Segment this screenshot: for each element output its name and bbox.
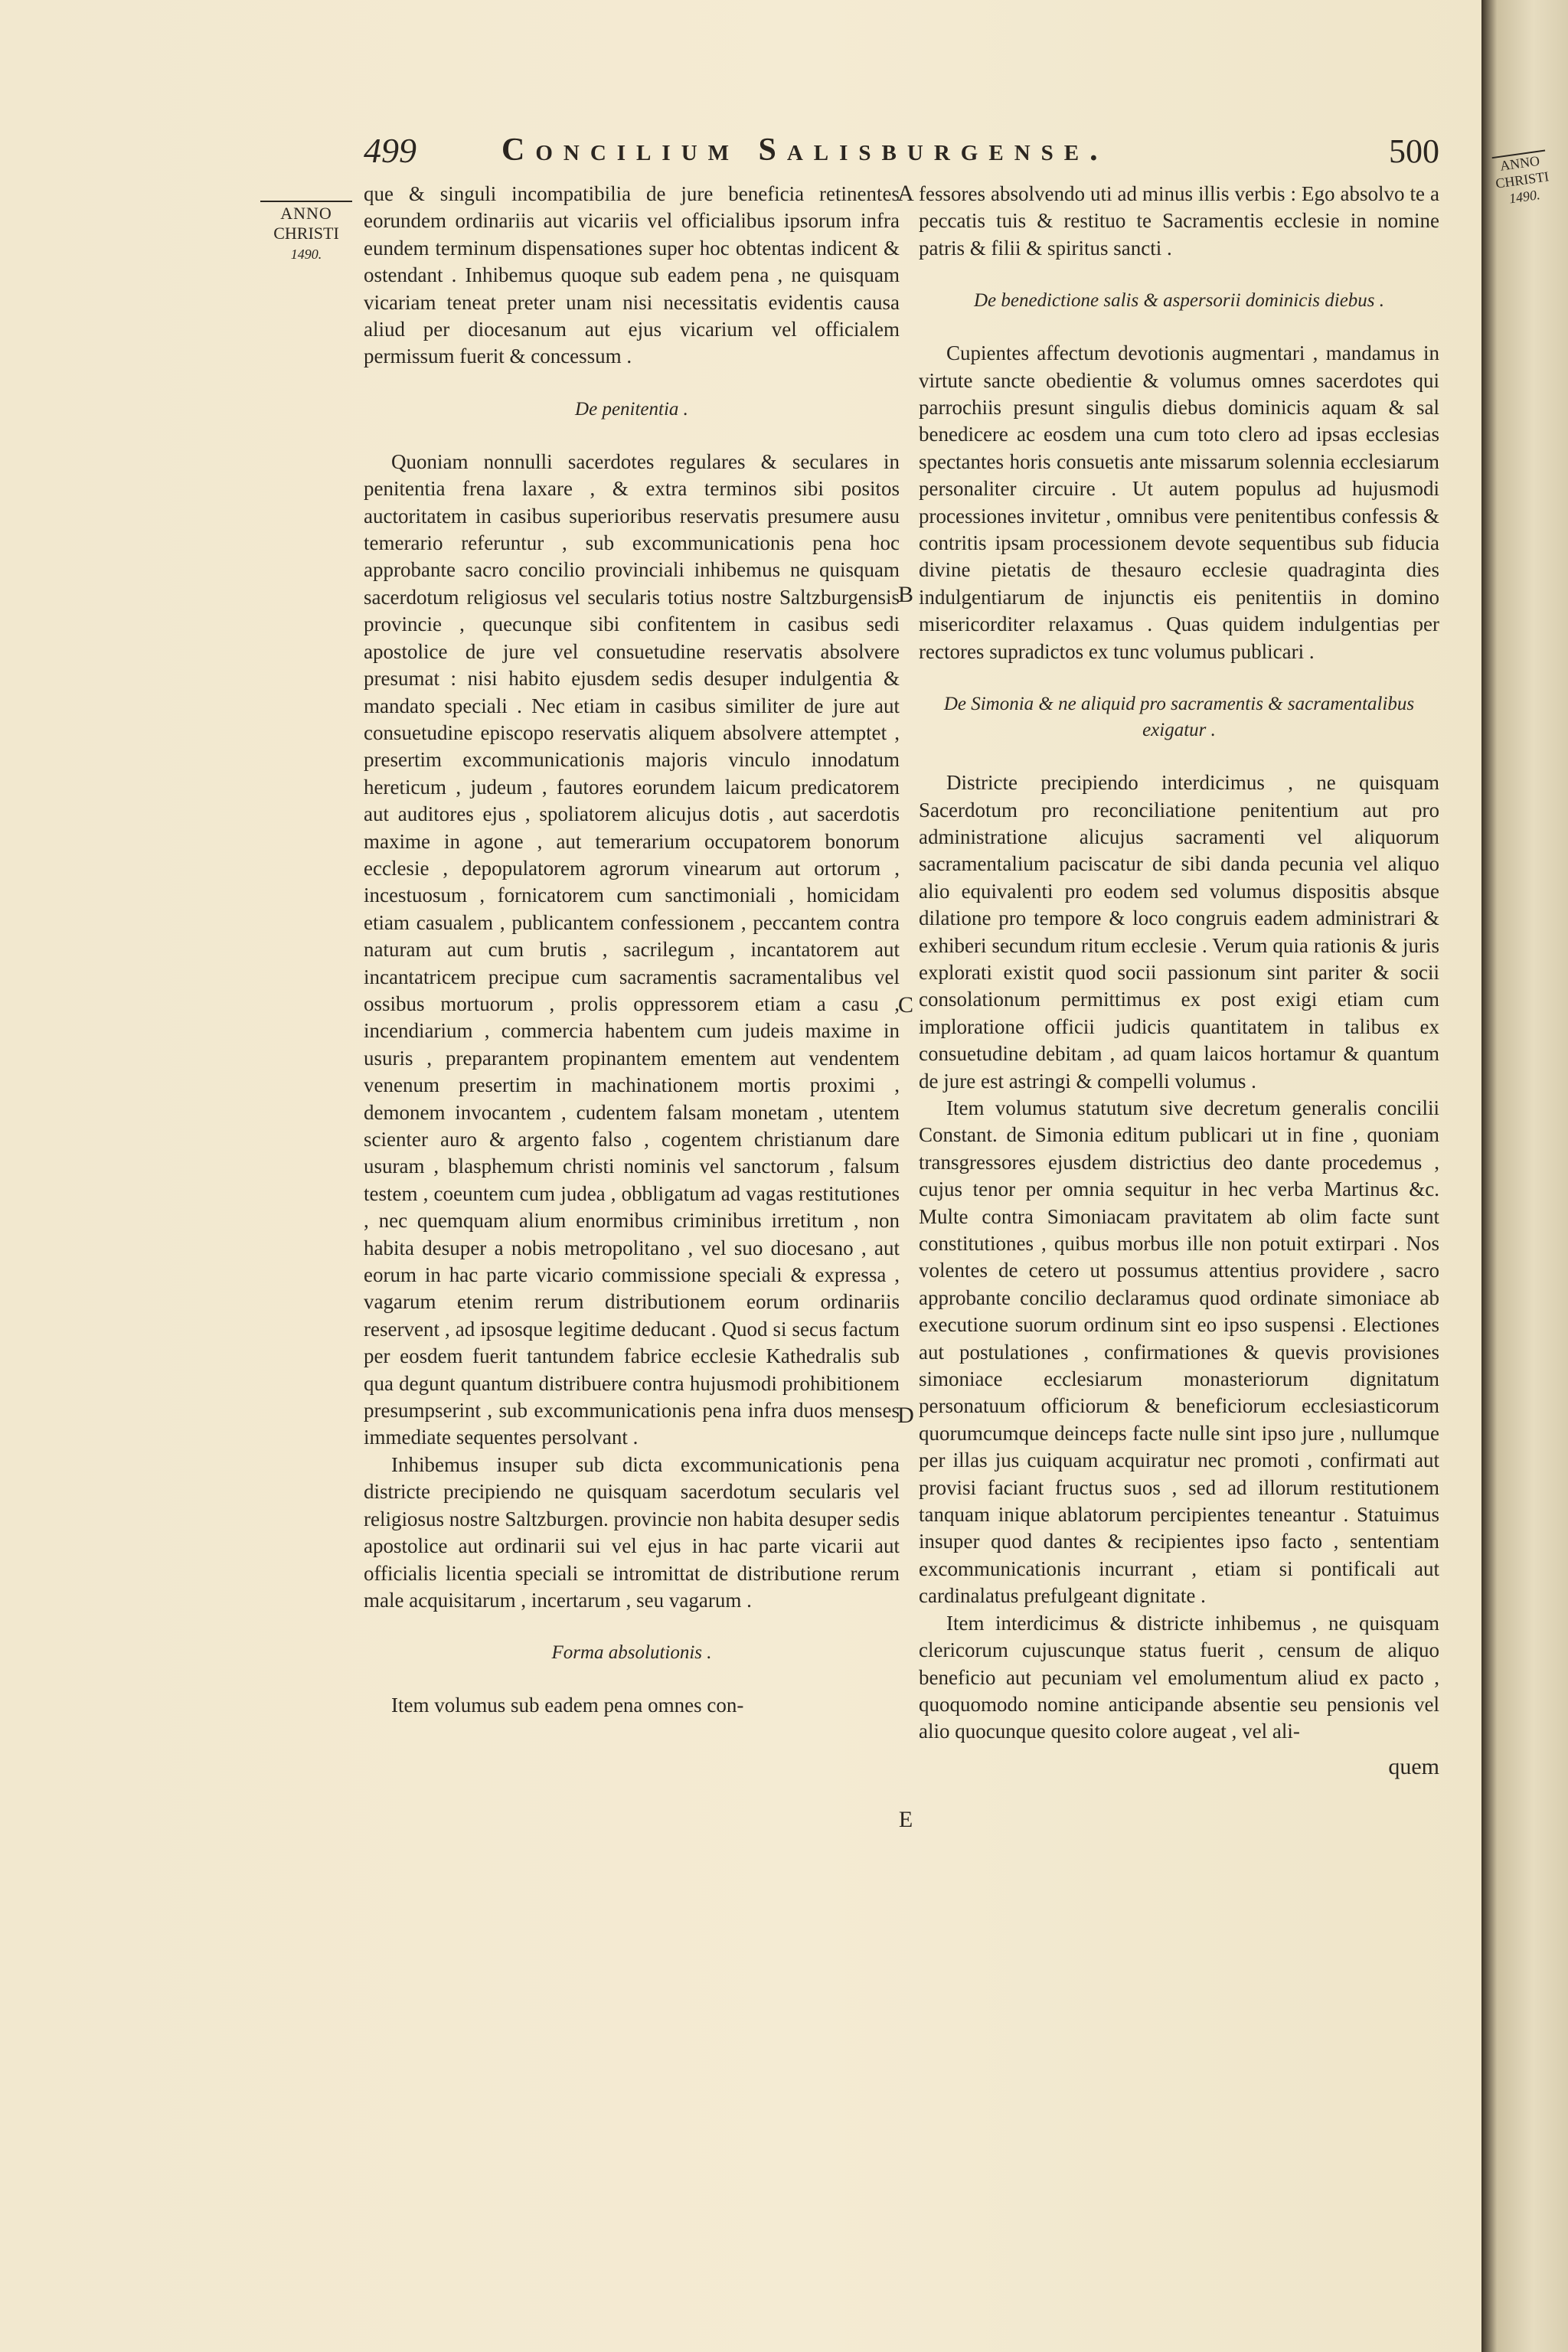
paragraph: Item volumus sub eadem pena omnes con- bbox=[391, 1694, 744, 1717]
paragraph: que & singuli incompatibilia de jure beneficia retinentes eorundem ordinariis aut vicariis vel officialibus ipsorum infra eundem terminum dispensationes super hoc obtentas indicent & ostendant . Inhibemus quoque sub eadem pena , ne quisquam vicariam teneat preter unam nisi necessitatis evidentis causa aliud per diocesanum aut ejus vicarium vel officialem permissum fuerit & concessum . bbox=[364, 182, 900, 368]
section-letter-a: A bbox=[897, 181, 914, 206]
page-number-right: 500 bbox=[1389, 132, 1439, 170]
margin-year: 1490. bbox=[290, 247, 322, 262]
section-heading: De Simonia & ne aliquid pro sacramentis & sacramentalibus exigatur . bbox=[943, 694, 1415, 741]
section-letter-d: D bbox=[897, 1403, 914, 1428]
running-title: Concilium Salisburgense. bbox=[501, 132, 1109, 168]
section-letter-c: C bbox=[897, 992, 913, 1018]
section-letter-e: E bbox=[898, 1807, 913, 1832]
adjacent-margin-note bbox=[1492, 149, 1553, 208]
paragraph: Quoniam nonnulli sacerdotes regulares & seculares in penitentia frena laxare , & extra terminos sibi positos auctoritatem in casibus superioribus reservatis presumere ausu temerario referuntur , sub excommunicationis pena hoc approbante sacro concilio provinciali inhibemus ne quisquam sacerdotum religiosus vel secularis totius nostre Saltzburgensis provincie , quecunque sibi confitentem in casibus sedi apostolice de jure vel consuetudine reservatis absolvere presumat : nisi habito ejusdem sedis desuper indulgentia & mandato speciali . Nec etiam in casibus similiter de jure aut consuetudine episcopo reservatis aliquem absolvere attemptet , presertim excommunicationis majoris vinculo innodatum hereticum , judeum , fautores eorundem laicum predicatorem aut auditores ejus , spoliatorem alicujus dotis , aut sacerdotis maxime in agone , aut temerarium occupatorem bonorum ecclesie , depopulatorem agrorum vinearum aut ortorum , incestuosum , fornicatorem cum sanctimoniali , homicidam etiam casualem , publicantem confessionem , peccantem contra naturam aut cum brutis , sacrilegum , incantatorem aut incantatricem precipue cum sacramentis sacramentalibus vel ossibus mortuorum , prolis oppressorem etiam a casu , incendiarium , commercia habentem cum judeis maxime in usuris , preparantem propinantem ementem aut vendentem venenum presertim in machinationem mortis proximi , demonem invocantem , cudentem falsam monetam , utentem scienter auro & argento falso , cogentem christianum dare usuram , blasphemum christi nominis vel sanctorum , falsum testem , coeuntem cum judea , obbligatum ad vagas restitutiones , nec quemquam alium enormibus criminibus irretitum , non habita desuper a nobis metropolitano , vel suo diocesano , aut eorum in hac parte vicario commissione speciali & expressa , vagarum etenim rerum distributionem eorum ordinariis reservent , ad ipsosque legitime deducant . Quod si secus factum per eosdem fuerit tantundem fabrice ecclesie Kathedralis sub qua degunt quantum distribuere contra hujusmodi prohibitionem presumpserint , sub excommunicationis pena infra duos menses immediate sequentes persolvant . bbox=[364, 449, 900, 1449]
paragraph: Districte precipiendo interdicimus , ne quisquam Sacerdotum pro reconciliatione penitentium aut pro administratione alicujus sacramenti vel aliquorum sacramentalium paciscatur de sibi danda pecunia vel aliquo alio equivalenti pro eodem sed volumus dispositis absque dilatione pro tempore & loco congruis eadem administrari & exhiberi secundum ritum ecclesie . Verum quia rationis & juris explorati existit quod socii passionum sint pariter & socii consolationum permittimus ex post exigi etiam cum imploratione officii judicis quantitatem in talibus ex consuetudine debitam , ad quam laicos hortamur & quantum de jure est astringi & compelli volumus . bbox=[919, 771, 1439, 1093]
right-column bbox=[919, 181, 1439, 1780]
section-letter-b: B bbox=[897, 582, 913, 607]
page-number-left: 499 bbox=[364, 131, 416, 170]
section-heading: De benedictione salis & aspersorii dominicis diebus . bbox=[973, 290, 1385, 312]
paragraph: Cupientes affectum devotionis augmentari , mandamus in virtute sancte obedientie & volumus omnes sacerdotes qui parrochiis presunt singulis diebus dominicis aquam & sal benedicere ac eosdem una cum toto clero ad ipsas ecclesias spectantes horis consuetis ante missarum solennia ecclesiarum personaliter circuire . Ut autem populus ad hujusmodi processiones invitetur , omnibus vere penitentibus confessis & contritis ipsam processionem devote sequentibus sub fiducia divine pietatis de thesauro ecclesie quadraginta dies indulgentiarum de injunctis eis penitentiis in domino misericorditer relaxamus . Quas quidem indulgentias per rectores supradictos ex tunc volumus publicari . bbox=[919, 341, 1439, 663]
margin-year-note bbox=[260, 201, 352, 264]
adjacent-anno: ANNO bbox=[1492, 149, 1548, 175]
running-header bbox=[364, 129, 1439, 175]
paragraph: Inhibemus insuper sub dicta excommunicationis pena districte precipiendo ne quisquam sacerdotum secularis vel religiosus nostre Saltzburgen. provincie non habita desuper sedis apostolice aut ordinarii sui vel ejus in hac parte vicarii aut officialis licentia speciali se intromittat de distributione rerum male acquisitarum , incertarum , seu vagarum . bbox=[364, 1452, 900, 1612]
margin-anno: ANNO bbox=[260, 201, 352, 224]
paragraph: Item volumus statutum sive decretum generalis concilii Constant. de Simonia editum publicari ut in fine , quoniam transgressores ejusdem districtius deo dante procedemus , cujus tenor per omnia sequitur in hec verba Martinus &c. Multe contra Simoniacam pravitatem ab olim facte sunt constitutiones , quibus morbus ille non potuit extirpari . Nos volentes de cetero ut possumus attentius providere , sacro approbante concilio declaramus quod ordinate simoniace ab executione suorum ordinum sint eo ipso suspensi . Electiones aut postulationes , confirmationes & quevis provisiones simoniace ecclesiarum monasteriorum dignitatum personatuum officiorum & beneficiorum ecclesiasticorum quorumcumque deinceps facte nulle sint ipso jure , nullumque per illas jus cuiquam acquiratur nec promoti , confirmati aut provisi faciant fructus suos , sed ad illorum restitutionem tanquam inique ablatorum percipientes teneantur . Statuimus insuper quod dantes & recipientes ipso facto , sententiam excommunicationis incurrant , etiam si pontificali aut cardinalatus prefulgeant dignitate . bbox=[919, 1096, 1439, 1608]
adjacent-christi: CHRISTI bbox=[1494, 168, 1550, 191]
paragraph: Item interdicimus & districte inhibemus , ne quisquam clericorum cujuscunque status fuerit , censum de aliquo beneficio aut pecuniam vel emolumentum aliud ex pacto , quoquomodo nomine anticipande absentie seu pensionis vel alio quocunque quesito colore augeat , vel ali- bbox=[919, 1611, 1439, 1743]
section-heading: De penitentia . bbox=[575, 398, 688, 420]
left-column bbox=[364, 181, 900, 1720]
adjacent-year: 1490. bbox=[1508, 187, 1541, 207]
section-heading: Forma absolutionis . bbox=[551, 1642, 712, 1664]
adjacent-page-edge bbox=[1481, 0, 1568, 2352]
margin-christi: CHRISTI bbox=[273, 224, 339, 243]
catchword: quem bbox=[1388, 1753, 1439, 1779]
paragraph: fessores absolvendo uti ad minus illis verbis : Ego absolvo te a peccatis tuis & restituo te Sacramentis ecclesie in nomine patris & filii & spiritus sancti . bbox=[919, 182, 1439, 260]
